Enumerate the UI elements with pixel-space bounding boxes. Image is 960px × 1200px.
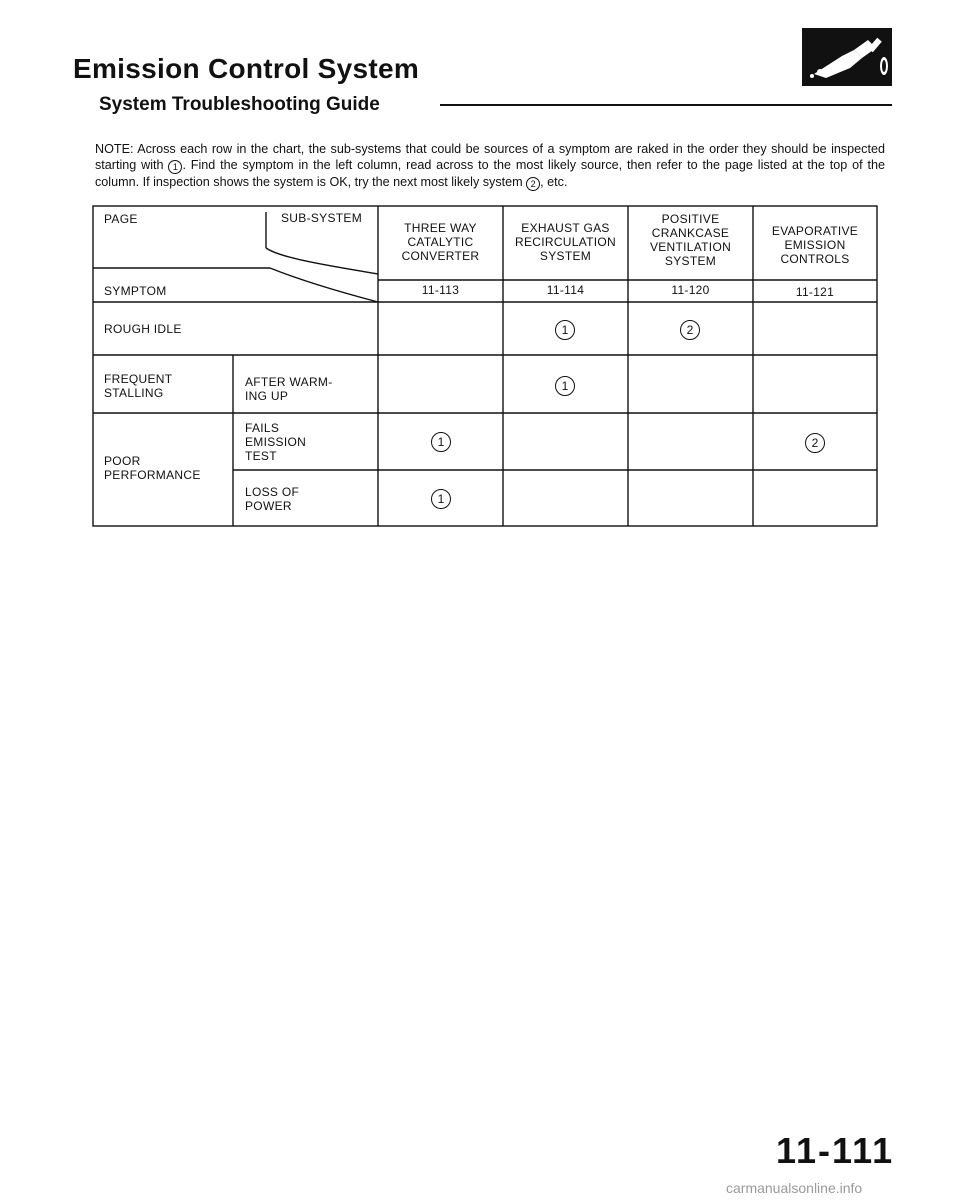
condition-after-warm-up — [245, 375, 333, 403]
section-subtitle: System Troubleshooting Guide — [99, 94, 380, 115]
circled-two-icon: 2 — [526, 177, 540, 191]
symptom-line: STALLING — [104, 386, 164, 400]
symptom-line: PERFORMANCE — [104, 468, 201, 482]
subsystem-header-label: SUB-SYSTEM — [281, 211, 363, 225]
condition-line: AFTER WARM- — [245, 375, 333, 389]
page-ref-cell: 11-114 — [546, 283, 585, 297]
column-header-line: CONTROLS — [780, 252, 850, 266]
condition-line: TEST — [245, 449, 277, 463]
condition-loss-of-power — [245, 485, 299, 513]
note-paragraph — [95, 141, 885, 191]
column-header-line: CONVERTER — [401, 249, 480, 263]
priority-mark-icon: 1 — [431, 432, 451, 452]
condition-line: FAILS — [245, 421, 280, 435]
symptom-line: POOR — [104, 454, 141, 468]
priority-mark-icon: 1 — [555, 320, 575, 340]
symptom-frequent-stalling — [104, 372, 172, 400]
note-text-1: Across each row in the chart, the sub-systems that could be sources of a symptom are raked in the order they should be inspected starting with — [95, 142, 885, 172]
page-title: Emission Control System — [73, 53, 420, 84]
page-header-label: PAGE — [104, 212, 138, 226]
condition-line: ING UP — [245, 389, 289, 403]
condition-line: POWER — [245, 499, 292, 513]
symptom-header-label: SYMPTOM — [104, 284, 167, 298]
page-ref-cell: 11-120 — [671, 283, 710, 297]
column-header-line: SYSTEM — [539, 249, 592, 263]
column-header-evaporative-emission-controls — [753, 224, 877, 266]
page-ref-cell: 11-113 — [421, 283, 460, 297]
watermark: carmanualsonline.info — [726, 1180, 863, 1196]
circled-one-icon: 1 — [168, 160, 182, 174]
note-text-2: . Find the symptom in the left column, read across to the most likely source, then refer to the page listed at the top of the column. If inspection shows the system is OK, try the next most likely system — [95, 158, 886, 189]
column-header-line: EVAPORATIVE — [771, 224, 859, 238]
column-header-three-way-catalytic-converter — [378, 221, 503, 263]
condition-line: LOSS OF — [245, 485, 300, 499]
page-ref-cell: 11-121 — [795, 285, 835, 299]
column-header-line: VENTILATION — [649, 240, 732, 254]
column-header-exhaust-gas-recirculation — [503, 221, 628, 263]
page-number: 11-111 — [776, 1130, 895, 1171]
column-header-line: SYSTEM — [664, 254, 717, 268]
symptom-rough-idle: ROUGH IDLE — [104, 322, 182, 336]
column-header-line: POSITIVE — [661, 212, 720, 226]
priority-mark-icon: 2 — [805, 433, 825, 453]
symptom-poor-performance — [104, 454, 201, 482]
condition-line: EMISSION — [245, 435, 307, 449]
condition-fails-emission-test — [245, 421, 306, 463]
column-header-line: EMISSION — [784, 238, 846, 252]
priority-mark-icon: 2 — [680, 320, 700, 340]
priority-mark-icon: 1 — [431, 489, 451, 509]
column-header-line: CATALYTIC — [407, 235, 474, 249]
column-header-line: CRANKCASE — [651, 226, 730, 240]
column-header-positive-crankcase-ventilation — [628, 212, 753, 268]
note-prefix: NOTE: — [95, 142, 134, 156]
column-header-line: RECIRCULATION — [514, 235, 617, 249]
priority-mark-icon: 1 — [555, 376, 575, 396]
symptom-line: FREQUENT — [104, 372, 173, 386]
header-rule — [440, 104, 892, 106]
column-header-line: EXHAUST GAS — [521, 221, 610, 235]
emission-logo-icon — [802, 28, 892, 86]
note-text-3: , etc. — [540, 175, 568, 189]
column-header-line: THREE WAY — [404, 221, 477, 235]
